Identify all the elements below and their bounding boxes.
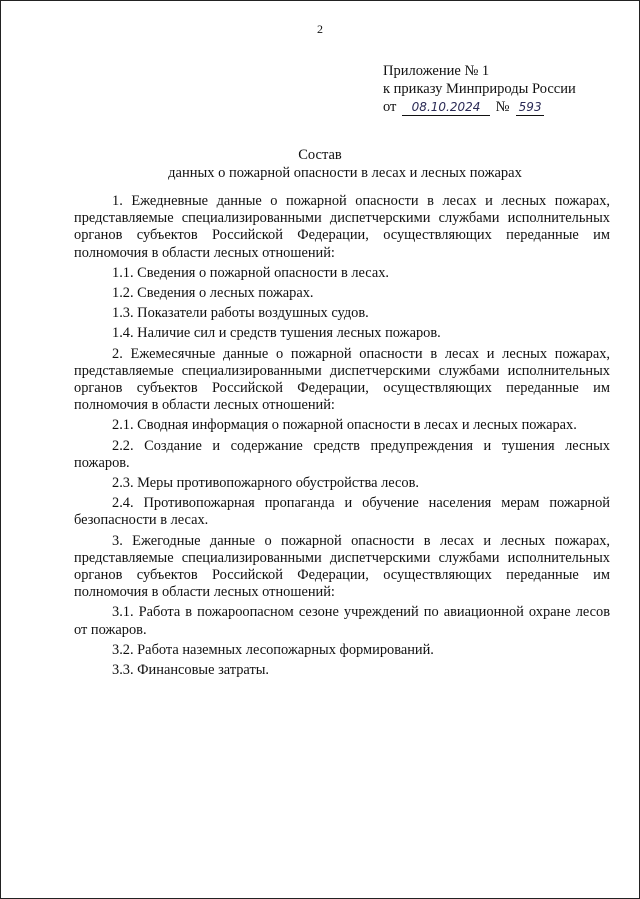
item-1-3: 1.3. Показатели работы воздушных судов. [112, 305, 369, 322]
item-2-3: 2.3. Меры противопожарного обустройства лесов. [112, 475, 419, 492]
handwritten-date: 08.10.2024 [402, 100, 490, 116]
annex-block [383, 62, 633, 116]
item-1-1: 1.1. Сведения о пожарной опасности в лесах. [112, 264, 390, 281]
item-3-3: 3.3. Финансовые затраты. [112, 662, 270, 679]
item-1: 1. Ежедневные данные о пожарной опасности в лесах и лесных пожарах, представляемые специализированными диспетчерскими службами исполнительных органов субъектов Российской Федерации, осуществляющих переданные им полномочия в области лесных отношений: [74, 193, 610, 261]
item-3: 3. Ежегодные данные о пожарной опасности в лесах и лесных пожарах, представляемые специализированными диспетчерскими службами исполнительных органов субъектов Российской Федерации, осуществляющих переданные им полномочия в области лесных отношений: [74, 532, 610, 601]
item-2-1: 2.1. Сводная информация о пожарной опасности в лесах и лесных пожарах. [112, 417, 577, 434]
item-2: 2. Ежемесячные данные о пожарной опасности в лесах и лесных пожарах, представляемые специализированными диспетчерскими службами исполнительных органов субъектов Российской Федерации, осуществляющих переданные им полномочия в области лесных отношений: [74, 345, 610, 414]
item-3-2: 3.2. Работа наземных лесопожарных формирований. [112, 641, 434, 658]
item-2-2: 2.2. Создание и содержание средств предупреждения и тушения лесных пожаров. [74, 437, 610, 471]
document-body [74, 193, 610, 682]
handwritten-number: 593 [516, 100, 544, 116]
from-label: от [383, 99, 397, 115]
annex-date-number-line [383, 98, 633, 116]
item-2-4: 2.4. Противопожарная пропаганда и обучение населения мерам пожарной безопасности в лесах. [74, 495, 610, 529]
scan-border-top [0, 0, 640, 1]
number-label: № [495, 99, 510, 115]
document-title: Состав [298, 147, 342, 163]
item-1-2: 1.2. Сведения о лесных пожарах. [112, 285, 314, 302]
document-subtitle: данных о пожарной опасности в лесах и лесных пожарах [168, 165, 522, 181]
item-3-1: 3.1. Работа в пожароопасном сезоне учреждений по авиационной охране лесов от пожаров. [74, 604, 610, 638]
annex-order-ref: к приказу Минприроды России [383, 81, 576, 97]
scan-border-left [0, 0, 1, 899]
item-1-4: 1.4. Наличие сил и средств тушения лесных пожаров. [112, 325, 441, 342]
page-number: 2 [317, 22, 323, 36]
annex-title: Приложение № 1 [383, 63, 490, 79]
